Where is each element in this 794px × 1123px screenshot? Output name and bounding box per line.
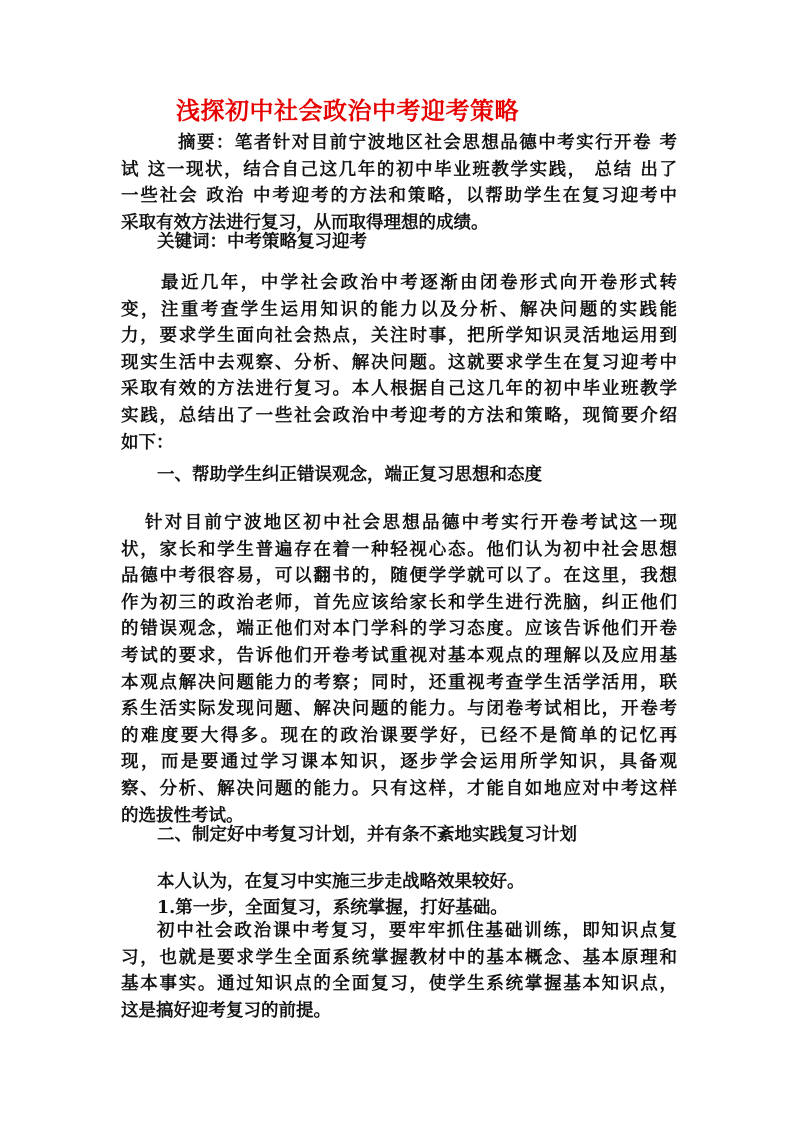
- section1-line: 现，而是要通过学习课本知识，逐步学会运用所学知识，具备观: [121, 752, 677, 773]
- section1-line: 状，家长和学生普遍存在着一种轻视心态。他们认为初中社会思想: [121, 539, 677, 560]
- section2-paragraph: [121, 918, 677, 1024]
- section1-line: 的错误观念，端正他们对本门学科的学习态度。应该告诉他们开卷: [121, 619, 677, 640]
- intro-line: 变，注重考查学生运用知识的能力以及分析、解决问题的实践能: [121, 299, 677, 320]
- section2-line: 初中社会政治课中考复习，要牢牢抓住基础训练，即知识点复: [157, 921, 677, 941]
- document-title: 浅探初中社会政治中考迎考策略: [176, 96, 519, 125]
- section-heading: 二、制定好中考复习计划，并有条不紊地实践复习计划: [157, 825, 577, 845]
- abstract-line: 试 这一现状，结合自己这几年的初中毕业班教学实践， 总结 出了: [121, 159, 677, 180]
- intro-line: 如下：: [121, 432, 174, 453]
- section2-step1: 1.第一步，全面复习，系统掌握，打好基础。: [157, 898, 508, 918]
- section2-line: 习，也就是要求学生全面系统掌握教材中的基本概念、基本原理和: [121, 947, 677, 968]
- section2-line: 这是搞好迎考复习的前提。: [121, 1000, 331, 1021]
- intro-line: 力，要求学生面向社会热点，关注时事，把所学知识灵活地运用到: [121, 326, 677, 347]
- section1-line: 作为初三的政治老师，首先应该给家长和学生进行洗脑，纠正他们: [121, 592, 677, 613]
- section-heading: 一、帮助学生纠正错误观念，端正复习思想和态度: [157, 465, 542, 485]
- intro-line: 现实生活中去观察、分析、解决问题。这就要求学生在复习迎考中: [121, 352, 677, 373]
- section1-line: 品德中考很容易，可以翻书的，随便学学就可以了。在这里，我想: [121, 566, 677, 587]
- keywords-line: 关键词：中考策略复习迎考: [157, 232, 367, 252]
- section2-intro: 本人认为，在复习中实施三步走战略效果较好。: [157, 872, 525, 892]
- intro-paragraph: [121, 270, 677, 456]
- intro-line: 实践，总结出了一些社会政治中考迎考的方法和策略，现简要介绍: [121, 405, 677, 426]
- section1-paragraph: [121, 510, 677, 829]
- section1-line: 系生活实际发现问题、解决问题的能力。与闭卷考试相比，开卷考: [121, 699, 677, 720]
- intro-line: 最近几年，中学社会政治中考逐渐由闭卷形式向开卷形式转: [161, 273, 677, 293]
- intro-line: 采取有效的方法进行复习。本人根据自己这几年的初中毕业班教学: [121, 379, 677, 400]
- abstract-paragraph: [121, 130, 677, 236]
- section1-line: 察、分析、解决问题的能力。只有这样，才能自如地应对中考这样: [121, 778, 677, 799]
- section1-line: 的难度要大得多。现在的政治课要学好，已经不是简单的记忆再: [121, 725, 677, 746]
- section1-line: 考试的要求，告诉他们开卷考试重视对基本观点的理解以及应用基: [121, 645, 677, 666]
- abstract-line: 采取有效方法进行复习，从而取得理想的成绩。: [121, 212, 489, 233]
- section1-line: 的选拔性考试。: [121, 805, 244, 826]
- section1-line: 针对目前宁波地区初中社会思想品德中考实行开卷考试这一现: [145, 513, 677, 533]
- abstract-line: 摘要：笔者针对目前宁波地区社会思想品德中考实行开卷 考: [178, 133, 677, 153]
- section2-line: 基本事实。通过知识点的全面复习，使学生系统掌握基本知识点，: [121, 974, 677, 995]
- section1-line: 本观点解决问题能力的考察；同时，还重视考查学生活学活用，联: [121, 672, 677, 693]
- abstract-line: 一些社会 政治 中考迎考的方法和策略，以帮助学生在复习迎考中: [121, 186, 677, 207]
